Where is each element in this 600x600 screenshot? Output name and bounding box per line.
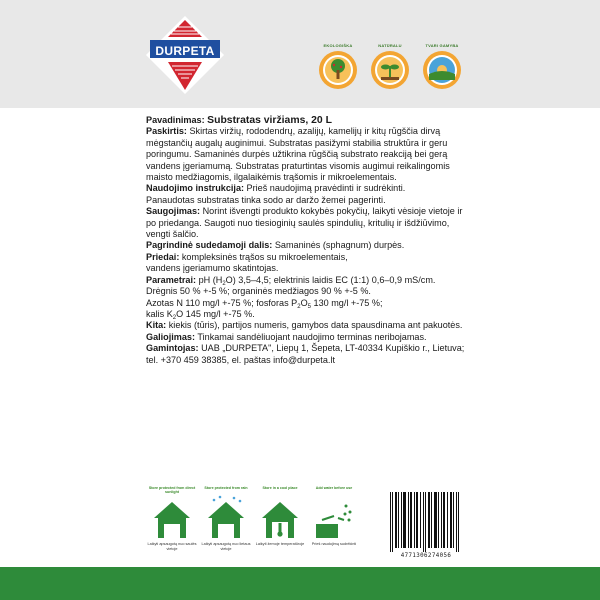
storage-line: [146, 206, 471, 240]
additives-text: kompleksinės trąšos su mikroelementais,: [179, 251, 348, 262]
params-line-4: [146, 309, 471, 320]
other-line: [146, 320, 471, 331]
params-text-4b: O 145 mg/l +-75 %.: [176, 308, 255, 319]
eco-sprout-icon: [370, 43, 410, 90]
validity-line: [146, 332, 471, 343]
care-caption: Prieš naudojimą sudrėkinti: [311, 542, 357, 546]
usage-line-2: Panaudotas substratas tinka sodo ar daržo žemei pagerinti.: [146, 194, 386, 205]
validity-text: Tinkamai sandėliuojant naudojimo terminas neribojamas.: [195, 331, 427, 342]
care-arc-text: Store in a cool place: [262, 486, 298, 490]
additives-label: Priedai:: [146, 251, 180, 262]
header-band: [0, 0, 600, 108]
maker-text: UAB „DURPETA", Liepų 1, Šepeta, LT-40334 Kupiškio r., Lietuva;: [198, 343, 465, 354]
usage-line: [146, 183, 471, 194]
params-line-2: Drėgnis 50 % +-5 %; organinės medžiagos 90 % +-5 %.: [146, 286, 371, 297]
product-info: [146, 115, 471, 366]
thermometer-house-icon: [255, 486, 305, 566]
other-label: Kita:: [146, 320, 167, 331]
usage-text: Prieš naudojimą pravėdinti ir sudrėkinti.: [244, 183, 406, 194]
params-text-3b: O: [300, 297, 308, 308]
purpose-text: Skirtas viržių, rododendrų, azalijų, kamelijų ir kitų rūgščia dirvą mėgstančių augalų auginimui. Substratas pasižymi stabilia struktūra ir geru poringumu. Samaninės durpės užtikrina rūgščią substrato reakciją bei gerą vandens įgeriamumą. Substratas praturtintas visomis augimui reikalingomis maisto medžiagomis, ilgalaikėmis trąšomis ir mikroelementais.: [146, 126, 450, 183]
purpose-line: [146, 126, 471, 183]
params-sub: 2: [222, 280, 226, 287]
usage-label: Naudojimo instrukcija:: [146, 183, 245, 194]
eco-badges: [318, 43, 462, 92]
maker-line: [146, 343, 471, 354]
params-text-4a: kalis K: [146, 308, 173, 319]
params-sub: 2: [297, 303, 301, 310]
other-text: kiekis (tūris), partijos numeris, gamybos data spausdinama ant pakuotės.: [166, 320, 463, 331]
care-caption: Laikyti žemoje temperatūroje: [255, 542, 305, 546]
eco-fruit-tree-icon: [318, 43, 358, 90]
params-text-1: pH (H: [196, 274, 223, 285]
care-caption: Laikyti apsaugotą nuo saulės vietoje: [147, 542, 197, 551]
storage-label: Saugojimas:: [146, 206, 201, 217]
params-label: Parametrai:: [146, 274, 197, 285]
params-sub: 2: [172, 314, 177, 321]
params-line: [146, 275, 471, 286]
additives-line: [146, 252, 471, 263]
components-label: Pagrindinė sudedamoji dalis:: [146, 240, 273, 251]
params-text-3a: Azotas N 110 mg/l +-75 %; fosforas P: [146, 297, 298, 308]
barcode-number: 4771306274056: [400, 553, 452, 559]
params-line-3: [146, 298, 471, 309]
care-arc-text: Store protected from direct sunlight: [148, 486, 196, 494]
care-icons: [147, 486, 360, 566]
care-arc-text: Store protected from rain: [204, 486, 248, 490]
name-label: Pavadinimas:: [146, 115, 205, 125]
components-line: [146, 240, 471, 251]
params-text-3c: 130 mg/l +-75 %;: [310, 297, 383, 308]
params-sub: 5: [307, 303, 311, 310]
validity-label: Galiojimas:: [146, 331, 196, 342]
add-water-icon: [312, 486, 356, 566]
badge-caption: TVARI GAMYBA: [425, 43, 459, 48]
badge-caption: EKOLOGIŠKA: [323, 43, 353, 48]
care-caption: Laikyti apsaugotą nuo lietaus vietoje: [201, 542, 251, 551]
name-value: Substratas viržiams, 20 L: [207, 115, 332, 126]
eco-sunrise-icon: [422, 43, 462, 90]
additives-line-2: vandens įgeriamumo skatintojas.: [146, 263, 279, 274]
product-name-line: [146, 115, 471, 126]
badge-caption: NATŪRALU: [378, 43, 402, 48]
care-arc-text: Add water before use: [315, 486, 353, 490]
components-text: Samaninės (sphagnum) durpės.: [272, 240, 405, 251]
footer-band: [0, 567, 600, 600]
maker-line-2: tel. +370 459 38385, el. paštas info@durpeta.lt: [146, 354, 335, 365]
purpose-label: Paskirtis:: [146, 126, 187, 137]
params-text-1b: O) 3,5–4,5; elektrinis laidis EC (1:1) 0,6–0,9 mS/cm.: [225, 274, 436, 285]
sun-protection-house-icon: [147, 486, 197, 566]
rain-protection-house-icon: [201, 486, 251, 566]
barcode: [390, 492, 460, 552]
storage-text: Norint išvengti produkto kokybės pokyčių, laikyti vėsioje vietoje ir po priedanga. Saugoti nuo tiesioginių saulės spindulių, kritulių ir išdžiūvimo, vengti šalčio.: [146, 206, 463, 240]
maker-label: Gamintojas:: [146, 343, 199, 354]
brand-name: DURPETA: [155, 44, 215, 58]
